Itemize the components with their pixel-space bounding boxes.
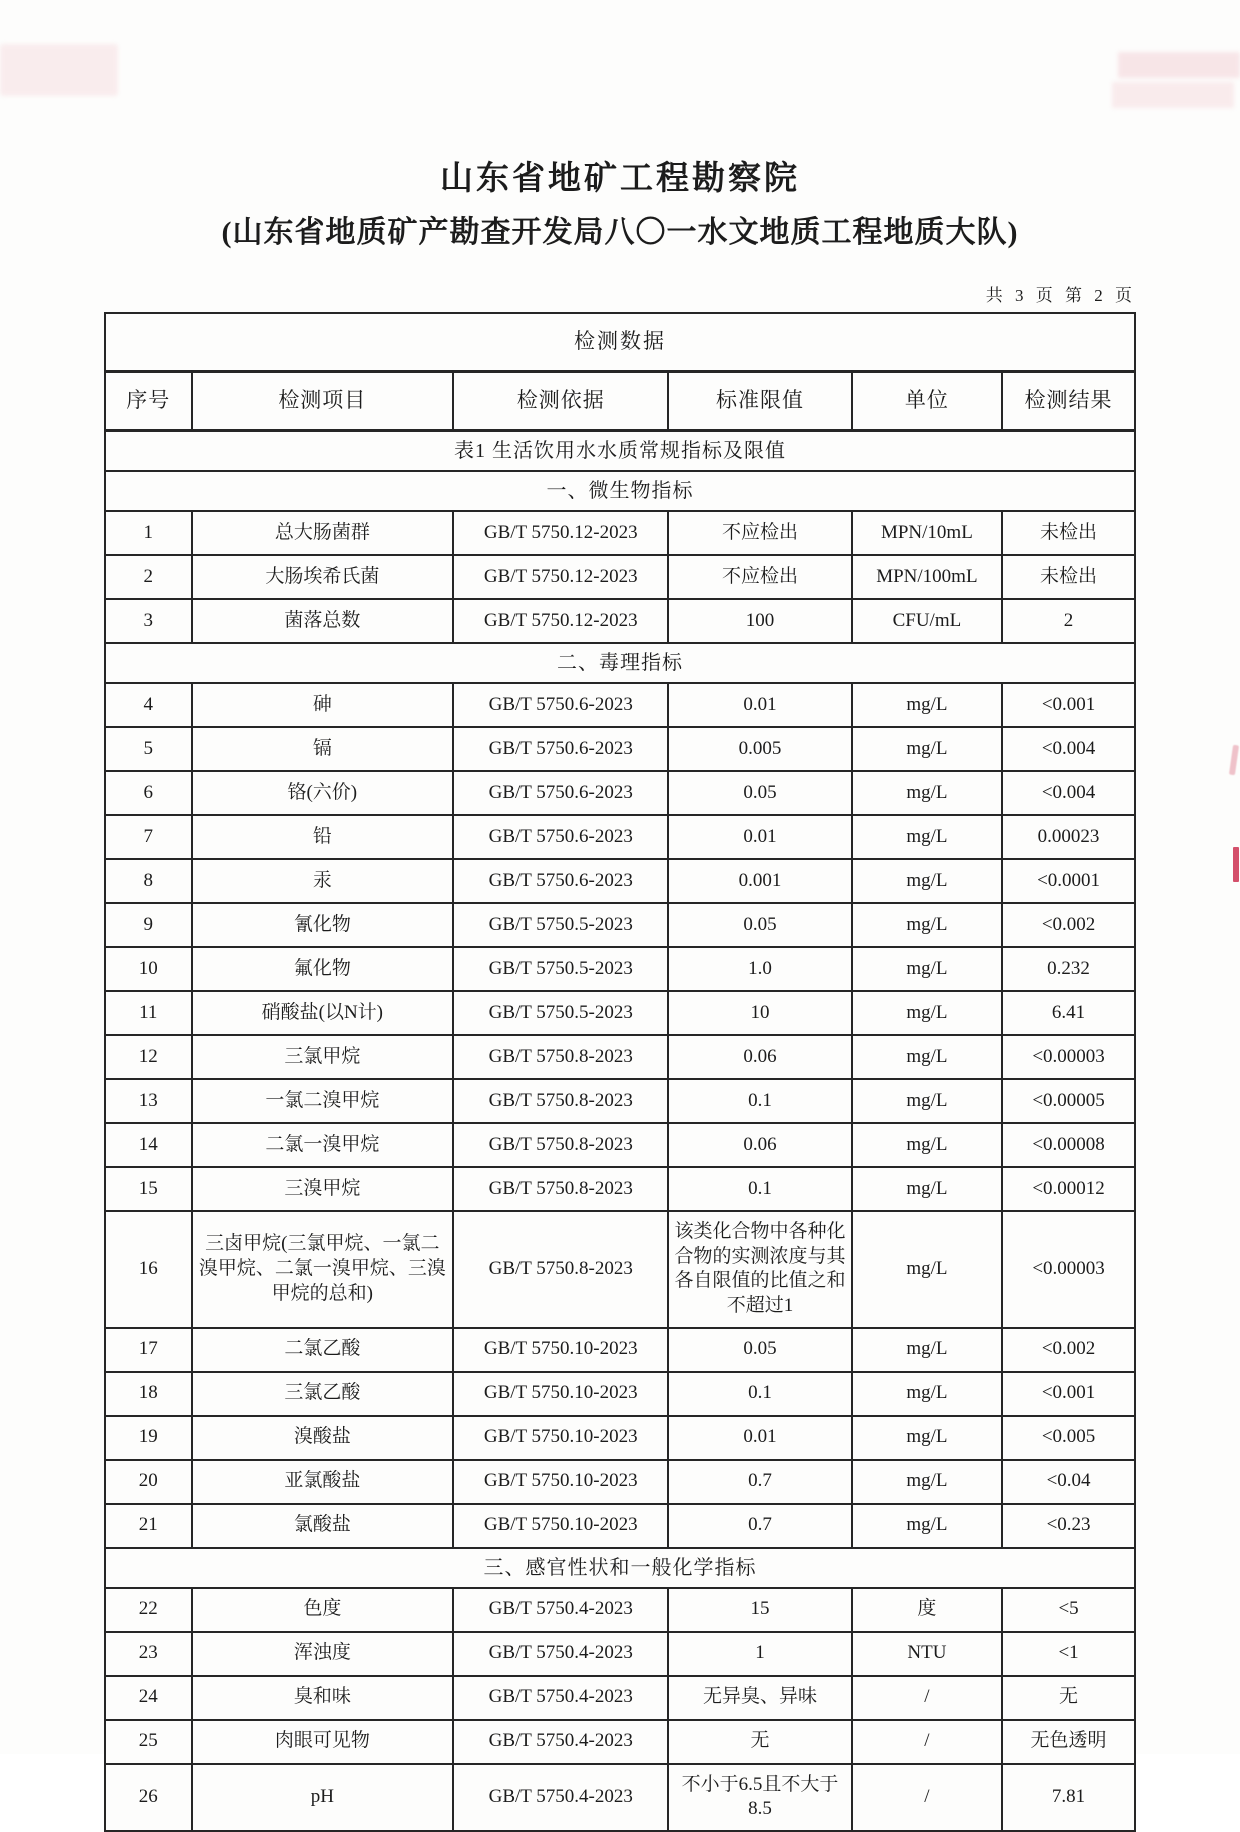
table-row — [105, 1588, 1135, 1632]
unit-cell: mg/L — [852, 1167, 1002, 1211]
unit-cell: / — [852, 1676, 1002, 1720]
row-no-cell: 20 — [105, 1460, 192, 1504]
unit-cell: mg/L — [852, 903, 1002, 947]
basis-cell: GB/T 5750.10-2023 — [453, 1372, 668, 1416]
row-no-cell: 2 — [105, 555, 192, 599]
limit-cell: 0.01 — [668, 683, 851, 727]
limit-cell: 0.01 — [668, 815, 851, 859]
basis-cell: GB/T 5750.10-2023 — [453, 1460, 668, 1504]
item-cell: 臭和味 — [192, 1676, 454, 1720]
unit-cell: mg/L — [852, 1328, 1002, 1372]
limit-cell: 100 — [668, 599, 851, 643]
basis-cell: GB/T 5750.4-2023 — [453, 1676, 668, 1720]
table-row — [105, 1211, 1135, 1328]
row-no-cell: 6 — [105, 771, 192, 815]
limit-cell: 0.05 — [668, 903, 851, 947]
table-row — [105, 1035, 1135, 1079]
item-cell: 浑浊度 — [192, 1632, 454, 1676]
row-no-cell: 12 — [105, 1035, 192, 1079]
item-cell: 镉 — [192, 727, 454, 771]
basis-cell: GB/T 5750.8-2023 — [453, 1035, 668, 1079]
basis-cell: GB/T 5750.8-2023 — [453, 1211, 668, 1328]
basis-cell: GB/T 5750.4-2023 — [453, 1588, 668, 1632]
unit-cell: mg/L — [852, 1416, 1002, 1460]
item-cell: 肉眼可见物 — [192, 1720, 454, 1764]
unit-cell: mg/L — [852, 1035, 1002, 1079]
result-cell: 0.232 — [1002, 947, 1135, 991]
section-row — [105, 643, 1135, 683]
limit-cell: 无 — [668, 1720, 851, 1764]
basis-cell: GB/T 5750.5-2023 — [453, 991, 668, 1035]
unit-cell: mg/L — [852, 727, 1002, 771]
table-row — [105, 683, 1135, 727]
limit-cell: 0.06 — [668, 1035, 851, 1079]
limit-cell: 0.005 — [668, 727, 851, 771]
table-row — [105, 1167, 1135, 1211]
item-cell: 三卤甲烷(三氯甲烷、一氯二溴甲烷、二氯一溴甲烷、三溴甲烷的总和) — [192, 1211, 454, 1328]
item-cell: 三氯甲烷 — [192, 1035, 454, 1079]
result-cell: <0.004 — [1002, 771, 1135, 815]
result-cell: 无 — [1002, 1676, 1135, 1720]
item-cell: 硝酸盐(以N计) — [192, 991, 454, 1035]
table-caption-row — [105, 313, 1135, 372]
row-no-cell: 9 — [105, 903, 192, 947]
column-header-col-no: 序号 — [105, 372, 192, 431]
test-data-table — [104, 312, 1136, 1832]
basis-cell: GB/T 5750.6-2023 — [453, 771, 668, 815]
section-row — [105, 471, 1135, 511]
unit-cell: mg/L — [852, 859, 1002, 903]
row-no-cell: 8 — [105, 859, 192, 903]
result-cell: 2 — [1002, 599, 1135, 643]
row-no-cell: 11 — [105, 991, 192, 1035]
row-no-cell: 19 — [105, 1416, 192, 1460]
limit-cell: 0.06 — [668, 1123, 851, 1167]
table-row — [105, 1460, 1135, 1504]
item-cell: 总大肠菌群 — [192, 511, 454, 555]
basis-cell: GB/T 5750.10-2023 — [453, 1504, 668, 1548]
unit-cell: CFU/mL — [852, 599, 1002, 643]
row-no-cell: 5 — [105, 727, 192, 771]
limit-cell: 0.7 — [668, 1460, 851, 1504]
basis-cell: GB/T 5750.8-2023 — [453, 1167, 668, 1211]
item-cell: 汞 — [192, 859, 454, 903]
unit-cell: mg/L — [852, 947, 1002, 991]
item-cell: 铅 — [192, 815, 454, 859]
basis-cell: GB/T 5750.6-2023 — [453, 859, 668, 903]
basis-cell: GB/T 5750.4-2023 — [453, 1764, 668, 1831]
column-header-col-result: 检测结果 — [1002, 372, 1135, 431]
table-row — [105, 815, 1135, 859]
item-cell: 菌落总数 — [192, 599, 454, 643]
table-row — [105, 859, 1135, 903]
basis-cell: GB/T 5750.5-2023 — [453, 903, 668, 947]
unit-cell: mg/L — [852, 815, 1002, 859]
limit-cell: 不小于6.5且不大于8.5 — [668, 1764, 851, 1831]
item-cell: 溴酸盐 — [192, 1416, 454, 1460]
section-row — [105, 1548, 1135, 1588]
result-cell: <0.0001 — [1002, 859, 1135, 903]
basis-cell: GB/T 5750.10-2023 — [453, 1328, 668, 1372]
item-cell: 砷 — [192, 683, 454, 727]
row-no-cell: 21 — [105, 1504, 192, 1548]
item-cell: 三溴甲烷 — [192, 1167, 454, 1211]
scan-mark-right-edge-small — [1229, 745, 1239, 776]
section-label: 二、毒理指标 — [105, 643, 1135, 683]
limit-cell: 15 — [668, 1588, 851, 1632]
item-cell: 二氯乙酸 — [192, 1328, 454, 1372]
table-row — [105, 1676, 1135, 1720]
row-no-cell: 10 — [105, 947, 192, 991]
basis-cell: GB/T 5750.8-2023 — [453, 1079, 668, 1123]
limit-cell: 0.1 — [668, 1167, 851, 1211]
table-row — [105, 991, 1135, 1035]
row-no-cell: 1 — [105, 511, 192, 555]
result-cell: <0.00003 — [1002, 1035, 1135, 1079]
result-cell: <5 — [1002, 1588, 1135, 1632]
unit-cell: mg/L — [852, 1211, 1002, 1328]
table-row — [105, 771, 1135, 815]
table-row — [105, 903, 1135, 947]
unit-cell: / — [852, 1764, 1002, 1831]
table-caption: 检测数据 — [105, 313, 1135, 372]
item-cell: 一氯二溴甲烷 — [192, 1079, 454, 1123]
table-row — [105, 599, 1135, 643]
result-cell: <0.004 — [1002, 727, 1135, 771]
section-label: 表1 生活饮用水水质常规指标及限值 — [105, 431, 1135, 472]
row-no-cell: 22 — [105, 1588, 192, 1632]
result-cell: <0.00005 — [1002, 1079, 1135, 1123]
limit-cell: 1 — [668, 1632, 851, 1676]
result-cell: <0.002 — [1002, 1328, 1135, 1372]
limit-cell: 0.05 — [668, 1328, 851, 1372]
table-row — [105, 727, 1135, 771]
result-cell: <1 — [1002, 1632, 1135, 1676]
basis-cell: GB/T 5750.4-2023 — [453, 1632, 668, 1676]
result-cell: <0.04 — [1002, 1460, 1135, 1504]
unit-cell: mg/L — [852, 683, 1002, 727]
row-no-cell: 24 — [105, 1676, 192, 1720]
row-no-cell: 13 — [105, 1079, 192, 1123]
table-row — [105, 1372, 1135, 1416]
page-number-note: 共 3 页 第 2 页 — [985, 286, 1136, 305]
table-row — [105, 511, 1135, 555]
basis-cell: GB/T 5750.8-2023 — [453, 1123, 668, 1167]
unit-cell: mg/L — [852, 1123, 1002, 1167]
unit-cell: mg/L — [852, 1079, 1002, 1123]
result-cell: <0.00008 — [1002, 1123, 1135, 1167]
limit-cell: 不应检出 — [668, 511, 851, 555]
row-no-cell: 18 — [105, 1372, 192, 1416]
unit-cell: NTU — [852, 1632, 1002, 1676]
column-header-col-limit: 标准限值 — [668, 372, 851, 431]
row-no-cell: 16 — [105, 1211, 192, 1328]
table-row — [105, 1764, 1135, 1831]
table-row — [105, 1328, 1135, 1372]
unit-cell: 度 — [852, 1588, 1002, 1632]
row-no-cell: 7 — [105, 815, 192, 859]
unit-cell: MPN/100mL — [852, 555, 1002, 599]
scan-mark-right-edge-bar — [1233, 847, 1239, 882]
row-no-cell: 23 — [105, 1632, 192, 1676]
table-row — [105, 1504, 1135, 1548]
table-row — [105, 1123, 1135, 1167]
column-header-row — [105, 372, 1135, 431]
result-cell: <0.23 — [1002, 1504, 1135, 1548]
result-cell: <0.00012 — [1002, 1167, 1135, 1211]
result-cell: <0.00003 — [1002, 1211, 1135, 1328]
basis-cell: GB/T 5750.12-2023 — [453, 599, 668, 643]
result-cell: 无色透明 — [1002, 1720, 1135, 1764]
limit-cell: 无异臭、异味 — [668, 1676, 851, 1720]
column-header-col-item: 检测项目 — [192, 372, 454, 431]
unit-cell: / — [852, 1720, 1002, 1764]
unit-cell: mg/L — [852, 991, 1002, 1035]
table-row — [105, 555, 1135, 599]
row-no-cell: 3 — [105, 599, 192, 643]
result-cell: 6.41 — [1002, 991, 1135, 1035]
result-cell: <0.001 — [1002, 1372, 1135, 1416]
section-row — [105, 431, 1135, 472]
section-label: 三、感官性状和一般化学指标 — [105, 1548, 1135, 1588]
org-title: 山东省地矿工程勘察院 — [440, 161, 800, 197]
unit-cell: mg/L — [852, 771, 1002, 815]
item-cell: 亚氯酸盐 — [192, 1460, 454, 1504]
table-row — [105, 1079, 1135, 1123]
item-cell: 铬(六价) — [192, 771, 454, 815]
limit-cell: 该类化合物中各种化合物的实测浓度与其各自限值的比值之和不超过1 — [668, 1211, 851, 1328]
unit-cell: mg/L — [852, 1460, 1002, 1504]
item-cell: 二氯一溴甲烷 — [192, 1123, 454, 1167]
row-no-cell: 25 — [105, 1720, 192, 1764]
result-cell: 7.81 — [1002, 1764, 1135, 1831]
column-header-col-basis: 检测依据 — [453, 372, 668, 431]
limit-cell: 0.7 — [668, 1504, 851, 1548]
result-cell: 未检出 — [1002, 555, 1135, 599]
table-row — [105, 1720, 1135, 1764]
org-subtitle: (山东省地质矿产勘查开发局八〇一水文地质工程地质大队) — [221, 216, 1019, 249]
limit-cell: 0.01 — [668, 1416, 851, 1460]
limit-cell: 0.1 — [668, 1079, 851, 1123]
table-row — [105, 947, 1135, 991]
result-cell: <0.001 — [1002, 683, 1135, 727]
item-cell: 氟化物 — [192, 947, 454, 991]
row-no-cell: 26 — [105, 1764, 192, 1831]
result-cell: 0.00023 — [1002, 815, 1135, 859]
basis-cell: GB/T 5750.10-2023 — [453, 1416, 668, 1460]
basis-cell: GB/T 5750.12-2023 — [453, 511, 668, 555]
table-row — [105, 1416, 1135, 1460]
limit-cell: 0.001 — [668, 859, 851, 903]
basis-cell: GB/T 5750.6-2023 — [453, 683, 668, 727]
limit-cell: 1.0 — [668, 947, 851, 991]
basis-cell: GB/T 5750.6-2023 — [453, 727, 668, 771]
basis-cell: GB/T 5750.4-2023 — [453, 1720, 668, 1764]
row-no-cell: 4 — [105, 683, 192, 727]
result-cell: <0.005 — [1002, 1416, 1135, 1460]
item-cell: pH — [192, 1764, 454, 1831]
limit-cell: 不应检出 — [668, 555, 851, 599]
unit-cell: mg/L — [852, 1372, 1002, 1416]
limit-cell: 0.05 — [668, 771, 851, 815]
item-cell: 氰化物 — [192, 903, 454, 947]
section-label: 一、微生物指标 — [105, 471, 1135, 511]
basis-cell: GB/T 5750.6-2023 — [453, 815, 668, 859]
result-cell: 未检出 — [1002, 511, 1135, 555]
basis-cell: GB/T 5750.12-2023 — [453, 555, 668, 599]
item-cell: 大肠埃希氏菌 — [192, 555, 454, 599]
column-header-col-unit: 单位 — [852, 372, 1002, 431]
basis-cell: GB/T 5750.5-2023 — [453, 947, 668, 991]
unit-cell: MPN/10mL — [852, 511, 1002, 555]
limit-cell: 0.1 — [668, 1372, 851, 1416]
item-cell: 氯酸盐 — [192, 1504, 454, 1548]
row-no-cell: 14 — [105, 1123, 192, 1167]
result-cell: <0.002 — [1002, 903, 1135, 947]
table-row — [105, 1632, 1135, 1676]
row-no-cell: 17 — [105, 1328, 192, 1372]
row-no-cell: 15 — [105, 1167, 192, 1211]
item-cell: 色度 — [192, 1588, 454, 1632]
unit-cell: mg/L — [852, 1504, 1002, 1548]
limit-cell: 10 — [668, 991, 851, 1035]
item-cell: 三氯乙酸 — [192, 1372, 454, 1416]
document-header — [0, 0, 1240, 251]
